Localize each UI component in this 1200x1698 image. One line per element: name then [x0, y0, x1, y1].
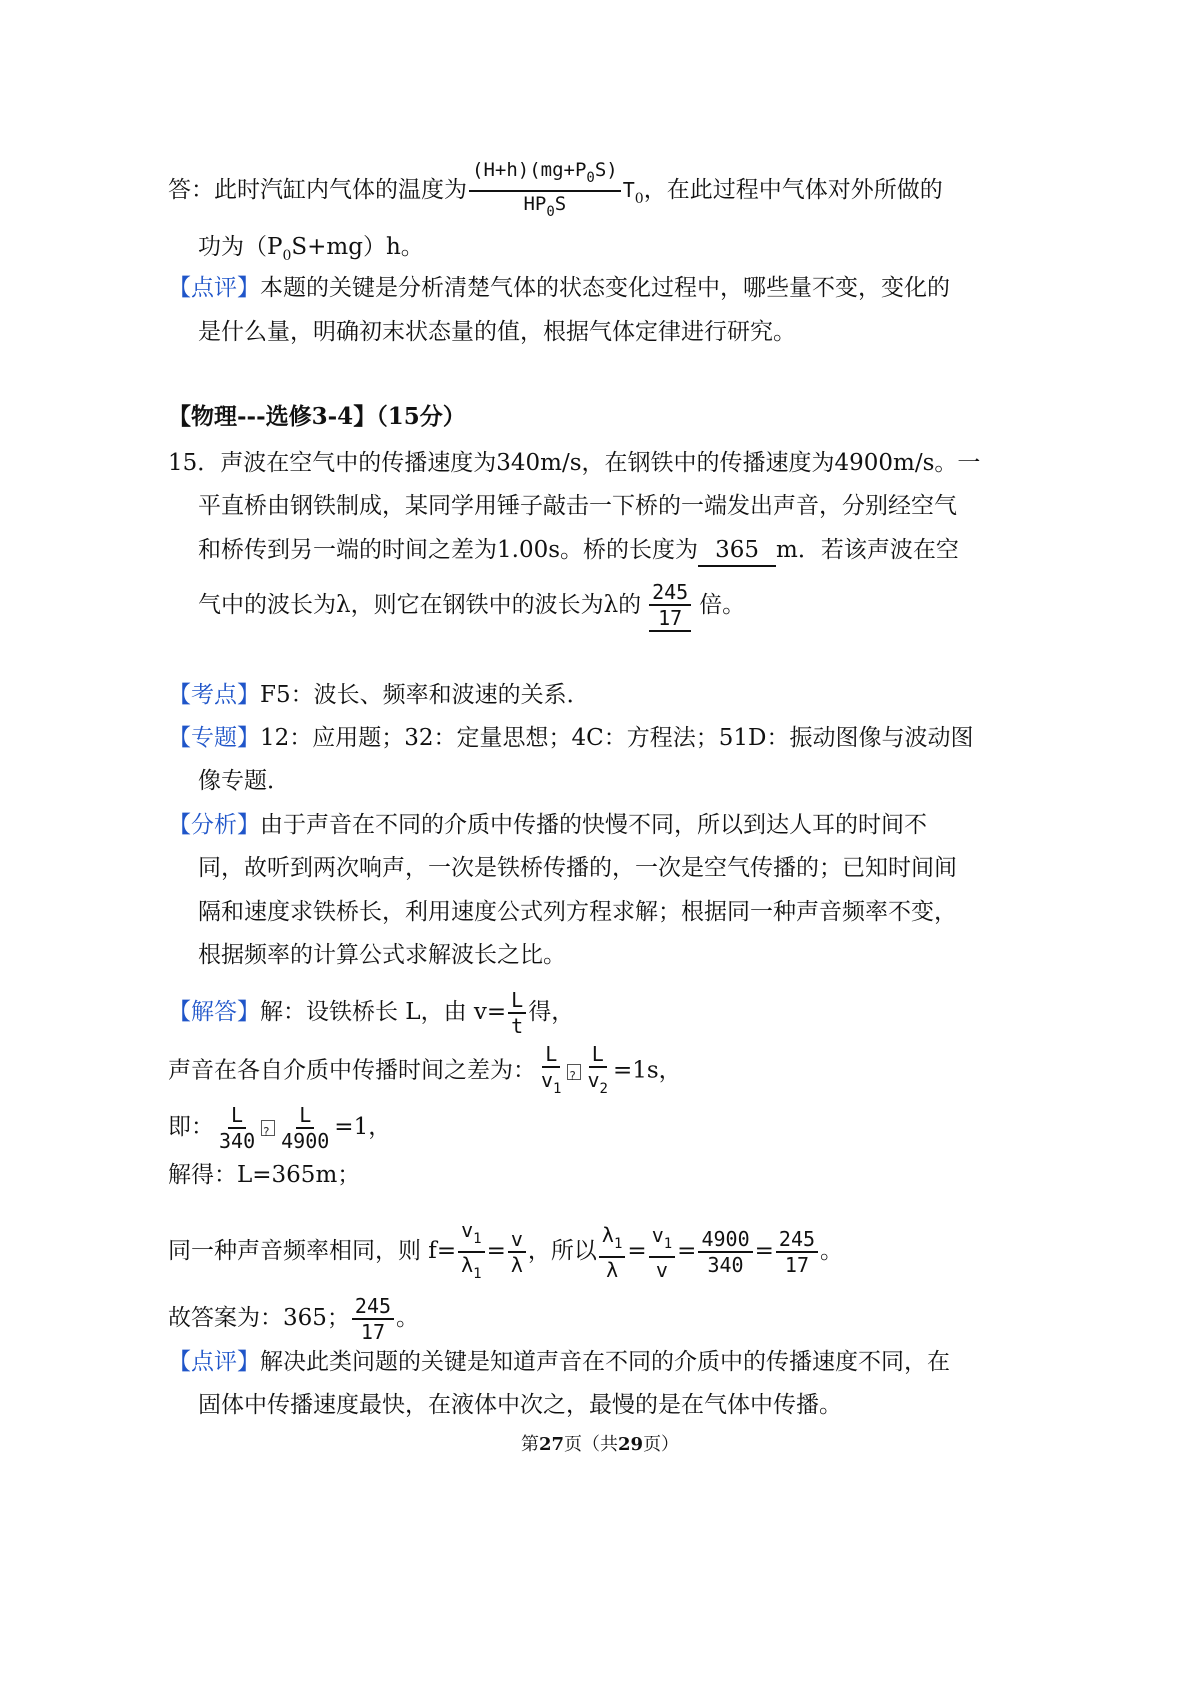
fenxi-line-4: 根据频率的计算公式求解波长之比。 [198, 942, 566, 968]
fenxi-line-3: 隔和速度求铁桥长，利用速度公式列方程求解；根据同一种声音频率不变， [198, 899, 957, 925]
jieda-line-1: 【解答】解：设铁桥长 L，由 v= $\frac{L}{t}$ 得， [168, 988, 575, 1038]
answer-work-line: 功为$(P_0S+mg)h$。 [198, 234, 424, 264]
jieda-line-3: 即： $\frac{L}{340}$ ? $\frac{L}{4900}$ =1， [168, 1103, 391, 1153]
zhuanti-tag: 【专题】 [168, 725, 260, 751]
page-number: 27 [538, 1434, 564, 1455]
page-footer: 第27页（共29页） [520, 1434, 680, 1455]
review-2-line-1: 【点评】解决此类问题的关键是知道声音在不同的介质中的传播速度不同，在 [168, 1349, 950, 1375]
jieda-line-6: 故答案为：365； $\frac{245}{17}$ 。 [168, 1294, 420, 1344]
question-15-line-2: 平直桥由钢铁制成，某同学用锤子敲击一下桥的一端发出声音，分别经空气 [198, 493, 957, 519]
review-2-line-2: 固体中传播速度最快，在液体中次之，最慢的是在气体中传播。 [198, 1392, 842, 1418]
jieda-line-4: 解得：L=365m； [168, 1162, 361, 1188]
question-15-line-4: 气中的波长为λ，则它在钢铁中的波长为λ的 $\frac{245}{17}$ 倍。 [198, 580, 746, 630]
jieda-tag: 【解答】 [168, 999, 260, 1025]
total-pages: 29 [618, 1434, 644, 1455]
temperature-fraction: $\frac{(H+h)(mg+P_0S)}{HP_0S}$ [469, 158, 621, 224]
answer-suffix: ，在此过程中气体对外所做的 [643, 177, 943, 203]
question-15-line-1: 15．声波在空气中的传播速度为340m/s，在钢铁中的传播速度为4900m/s。一 [168, 450, 981, 476]
section-title: 【物理---选修3-4】（15分） [168, 403, 466, 430]
fenxi-line-2: 同，故听到两次响声，一次是铁桥传播的，一次是空气传播的；已知时间间 [198, 855, 957, 881]
review-1-line-1: 【点评】本题的关键是分析清楚气体的状态变化过程中，哪些量不变，变化的 [168, 275, 950, 301]
fenxi-line-1: 【分析】由于声音在不同的介质中传播的快慢不同，所以到达人耳的时间不 [168, 812, 927, 838]
question-15-line-3: 和桥传到另一端的时间之差为1.00s。桥的长度为 365 m．若该声波在空 [198, 535, 959, 567]
review-tag: 【点评】 [168, 275, 260, 301]
review-tag: 【点评】 [168, 1349, 260, 1375]
kaodian-tag: 【考点】 [168, 682, 260, 708]
answer-blank-length: 365 [698, 535, 776, 567]
zhuanti-line-2: 像专题． [198, 768, 290, 794]
unknown-glyph-icon [261, 1120, 275, 1136]
unknown-glyph-icon [567, 1064, 581, 1080]
answer-blank-ratio: $\frac{245}{17}$ [641, 580, 699, 632]
fenxi-tag: 【分析】 [168, 812, 260, 838]
answer-prefix: 答：此时汽缸内气体的温度为 [168, 177, 467, 203]
jieda-line-2: 声音在各自介质中传播时间之差为： $\frac{L}{v_1}$ ? $\frac{L}{v_2}$ =1s， [168, 1042, 682, 1101]
jieda-line-5: 同一种声音频率相同，则 f= $\frac{v_1}{\lambda_1}$ = $\frac{v}{\lambda}$ ，所以 $\frac{\lambda_1}{\lambda}$ = $\frac{v_1}{v}$ = $\frac{4900}{340}$ = $\frac{245}{17}$ 。 [168, 1218, 844, 1282]
zhuanti-line-1: 【专题】12：应用题；32：定量思想；4C：方程法；51D：振动图像与波动图 [168, 725, 974, 751]
answer-line: 答：此时汽缸内气体的温度为 $\frac{(H+h)(mg+P_0S)}{HP_0S}$ $T_0$，在此过程中气体对外所做的 [168, 158, 943, 224]
kaodian-line: 【考点】F5：波长、频率和波速的关系． [168, 682, 590, 708]
review-1-line-2: 是什么量，明确初末状态量的值，根据气体定律进行研究。 [198, 319, 796, 345]
